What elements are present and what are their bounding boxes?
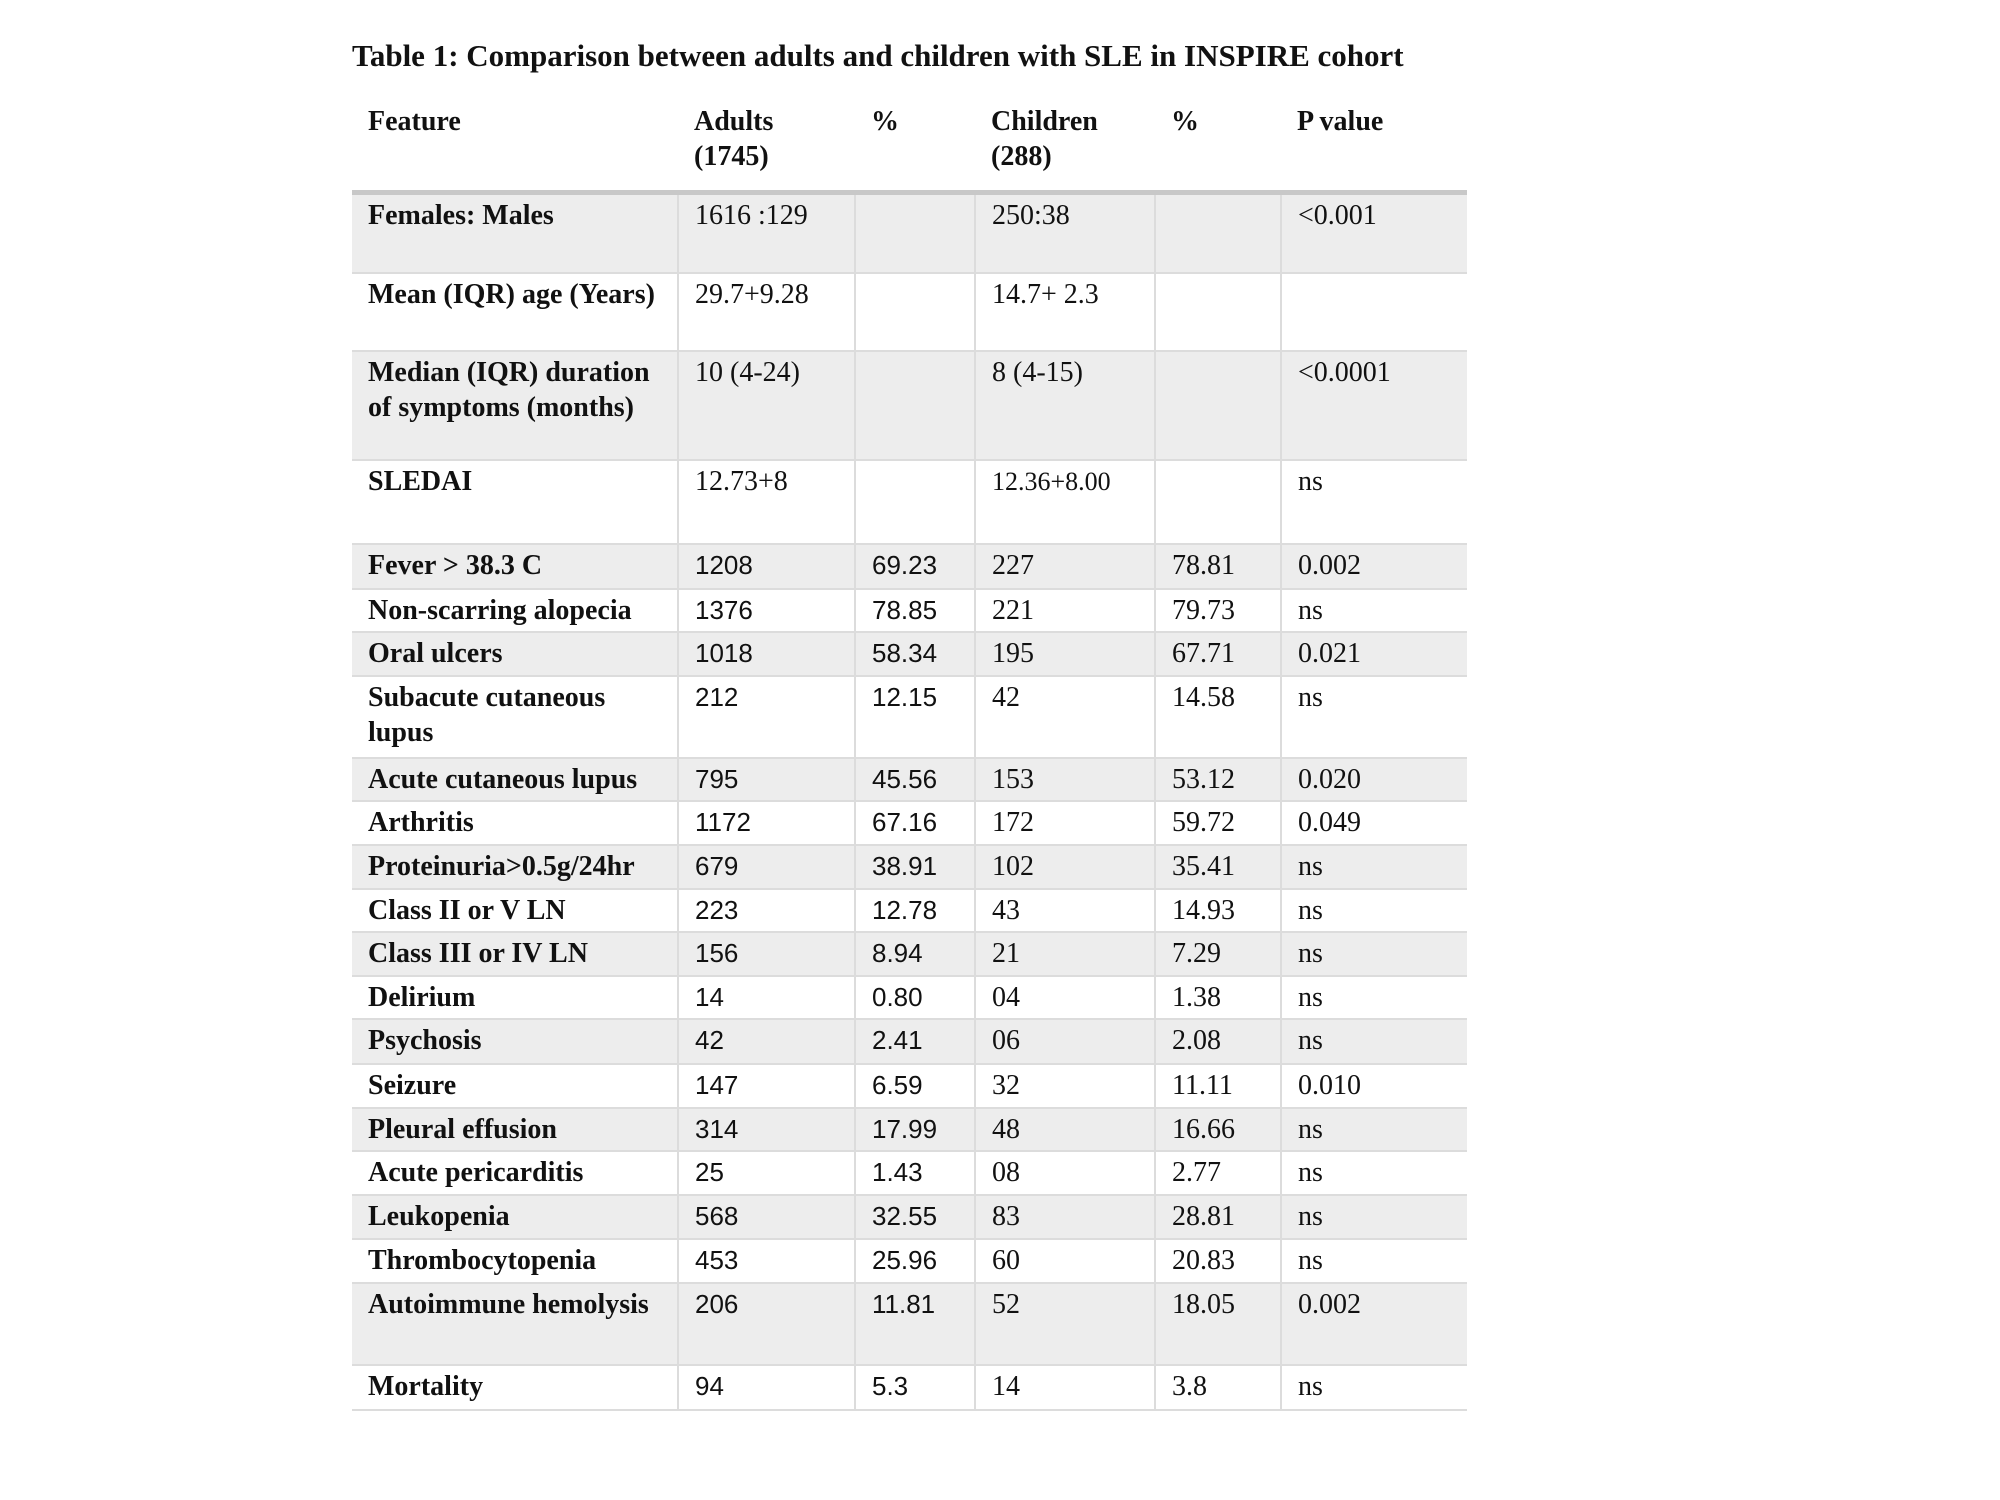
p-value-cell: ns — [1281, 889, 1467, 932]
table-row — [352, 758, 1467, 801]
adults-cell: 94 — [678, 1365, 855, 1410]
table-row — [352, 273, 1467, 351]
table-row — [352, 1019, 1467, 1064]
p-value-cell — [1281, 273, 1467, 351]
children-pct-cell — [1155, 351, 1281, 460]
children-pct-cell: 20.83 — [1155, 1239, 1281, 1283]
table-row — [352, 1151, 1467, 1195]
adults-pct-cell: 11.81 — [855, 1283, 975, 1365]
feature-cell: Autoimmune hemolysis — [352, 1283, 678, 1365]
children-cell: 8 (4-15) — [975, 351, 1155, 460]
table-row — [352, 889, 1467, 932]
children-pct-cell: 67.71 — [1155, 632, 1281, 676]
children-cell: 12.36+8.00 — [975, 460, 1155, 544]
children-cell: 32 — [975, 1064, 1155, 1108]
adults-pct-cell: 38.91 — [855, 845, 975, 889]
p-value-cell: 0.049 — [1281, 801, 1467, 845]
table-row — [352, 589, 1467, 632]
adults-cell: 14 — [678, 976, 855, 1019]
adults-pct-cell: 8.94 — [855, 932, 975, 976]
adults-cell: 679 — [678, 845, 855, 889]
adults-cell: 1616 :129 — [678, 193, 855, 274]
children-cell: 153 — [975, 758, 1155, 801]
p-value-cell: 0.010 — [1281, 1064, 1467, 1108]
table-title: Table 1: Comparison between adults and children with SLE in INSPIRE cohort — [352, 38, 1404, 73]
feature-cell: Subacute cutaneous lupus — [352, 676, 678, 758]
children-pct-cell: 2.08 — [1155, 1019, 1281, 1064]
feature-cell: Acute pericarditis — [352, 1151, 678, 1195]
feature-cell: Mortality — [352, 1365, 678, 1410]
header-text: Adults — [694, 106, 774, 137]
header-text: P value — [1297, 106, 1384, 137]
adults-cell: 453 — [678, 1239, 855, 1283]
adults-cell: 42 — [678, 1019, 855, 1064]
table-row — [352, 932, 1467, 976]
header-text: Children — [991, 106, 1098, 137]
adults-cell: 147 — [678, 1064, 855, 1108]
p-value-cell: ns — [1281, 976, 1467, 1019]
children-cell: 14 — [975, 1365, 1155, 1410]
feature-cell: Acute cutaneous lupus — [352, 758, 678, 801]
feature-cell: Seizure — [352, 1064, 678, 1108]
p-value-cell: <0.001 — [1281, 193, 1467, 274]
children-cell: 52 — [975, 1283, 1155, 1365]
children-pct-cell: 3.8 — [1155, 1365, 1281, 1410]
adults-pct-cell — [855, 193, 975, 274]
adults-cell: 568 — [678, 1195, 855, 1239]
children-pct-cell: 2.77 — [1155, 1151, 1281, 1195]
header-children-pct — [1155, 100, 1281, 193]
header-text: Feature — [368, 106, 461, 137]
table-row — [352, 351, 1467, 460]
header-children — [975, 100, 1155, 193]
adults-cell: 1018 — [678, 632, 855, 676]
children-pct-cell: 7.29 — [1155, 932, 1281, 976]
p-value-cell: <0.0001 — [1281, 351, 1467, 460]
adults-cell: 314 — [678, 1108, 855, 1151]
feature-cell: Mean (IQR) age (Years) — [352, 273, 678, 351]
children-pct-cell: 35.41 — [1155, 845, 1281, 889]
children-cell: 195 — [975, 632, 1155, 676]
feature-cell: Class III or IV LN — [352, 932, 678, 976]
header-text: (1745) — [694, 141, 769, 172]
adults-pct-cell: 5.3 — [855, 1365, 975, 1410]
table-row — [352, 676, 1467, 758]
children-cell: 172 — [975, 801, 1155, 845]
children-cell: 60 — [975, 1239, 1155, 1283]
table-row — [352, 976, 1467, 1019]
adults-pct-cell: 58.34 — [855, 632, 975, 676]
children-cell: 42 — [975, 676, 1155, 758]
children-pct-cell: 53.12 — [1155, 758, 1281, 801]
adults-pct-cell — [855, 460, 975, 544]
feature-cell: Fever > 38.3 C — [352, 544, 678, 589]
header-text: (288) — [991, 141, 1052, 172]
comparison-table — [352, 100, 1467, 1411]
adults-pct-cell: 0.80 — [855, 976, 975, 1019]
adults-pct-cell: 17.99 — [855, 1108, 975, 1151]
adults-pct-cell — [855, 273, 975, 351]
feature-cell: Proteinuria>0.5g/24hr — [352, 845, 678, 889]
adults-pct-cell: 12.78 — [855, 889, 975, 932]
p-value-cell: ns — [1281, 589, 1467, 632]
header-adults-pct — [855, 100, 975, 193]
adults-cell: 206 — [678, 1283, 855, 1365]
table-row — [352, 1283, 1467, 1365]
children-pct-cell: 1.38 — [1155, 976, 1281, 1019]
table-row — [352, 544, 1467, 589]
adults-cell: 212 — [678, 676, 855, 758]
feature-cell: Thrombocytopenia — [352, 1239, 678, 1283]
feature-cell: Oral ulcers — [352, 632, 678, 676]
children-pct-cell: 28.81 — [1155, 1195, 1281, 1239]
p-value-cell: ns — [1281, 845, 1467, 889]
adults-cell: 10 (4-24) — [678, 351, 855, 460]
feature-cell: Median (IQR) duration of symptoms (months) — [352, 351, 678, 460]
table-row — [352, 1108, 1467, 1151]
adults-pct-cell: 45.56 — [855, 758, 975, 801]
feature-cell: Non-scarring alopecia — [352, 589, 678, 632]
children-pct-cell — [1155, 273, 1281, 351]
feature-cell: Class II or V LN — [352, 889, 678, 932]
children-cell: 227 — [975, 544, 1155, 589]
p-value-cell: ns — [1281, 676, 1467, 758]
table-row — [352, 1365, 1467, 1410]
children-pct-cell: 16.66 — [1155, 1108, 1281, 1151]
adults-pct-cell: 12.15 — [855, 676, 975, 758]
feature-cell: Psychosis — [352, 1019, 678, 1064]
p-value-cell: 0.020 — [1281, 758, 1467, 801]
children-pct-cell: 18.05 — [1155, 1283, 1281, 1365]
children-cell: 43 — [975, 889, 1155, 932]
header-feature — [352, 100, 678, 193]
p-value-cell: ns — [1281, 1108, 1467, 1151]
children-cell: 08 — [975, 1151, 1155, 1195]
feature-cell: Leukopenia — [352, 1195, 678, 1239]
children-cell: 250:38 — [975, 193, 1155, 274]
table-row — [352, 460, 1467, 544]
children-cell: 83 — [975, 1195, 1155, 1239]
p-value-cell: ns — [1281, 1151, 1467, 1195]
feature-cell: Arthritis — [352, 801, 678, 845]
table-row — [352, 1064, 1467, 1108]
feature-cell: SLEDAI — [352, 460, 678, 544]
children-pct-cell: 14.58 — [1155, 676, 1281, 758]
adults-cell: 156 — [678, 932, 855, 976]
adults-pct-cell: 67.16 — [855, 801, 975, 845]
feature-cell: Females: Males — [352, 193, 678, 274]
children-cell: 221 — [975, 589, 1155, 632]
table-row — [352, 193, 1467, 274]
children-pct-cell: 11.11 — [1155, 1064, 1281, 1108]
table-row — [352, 632, 1467, 676]
header-text: % — [1171, 106, 1199, 137]
children-cell: 21 — [975, 932, 1155, 976]
adults-cell: 1208 — [678, 544, 855, 589]
adults-cell: 25 — [678, 1151, 855, 1195]
children-pct-cell — [1155, 460, 1281, 544]
p-value-cell: 0.002 — [1281, 1283, 1467, 1365]
p-value-cell: ns — [1281, 460, 1467, 544]
children-cell: 102 — [975, 845, 1155, 889]
adults-pct-cell: 69.23 — [855, 544, 975, 589]
header-adults — [678, 100, 855, 193]
children-pct-cell: 59.72 — [1155, 801, 1281, 845]
adults-pct-cell: 25.96 — [855, 1239, 975, 1283]
feature-cell: Pleural effusion — [352, 1108, 678, 1151]
header-p-value — [1281, 100, 1467, 193]
p-value-cell: ns — [1281, 1195, 1467, 1239]
adults-cell: 29.7+9.28 — [678, 273, 855, 351]
children-cell: 04 — [975, 976, 1155, 1019]
children-pct-cell: 79.73 — [1155, 589, 1281, 632]
adults-pct-cell: 32.55 — [855, 1195, 975, 1239]
table-row — [352, 801, 1467, 845]
p-value-cell: ns — [1281, 1365, 1467, 1410]
adults-pct-cell: 78.85 — [855, 589, 975, 632]
p-value-cell: 0.021 — [1281, 632, 1467, 676]
table-body — [352, 193, 1467, 1411]
children-cell: 14.7+ 2.3 — [975, 273, 1155, 351]
p-value-cell: ns — [1281, 1019, 1467, 1064]
adults-cell: 223 — [678, 889, 855, 932]
p-value-cell: 0.002 — [1281, 544, 1467, 589]
adults-pct-cell: 1.43 — [855, 1151, 975, 1195]
p-value-cell: ns — [1281, 932, 1467, 976]
adults-cell: 12.73+8 — [678, 460, 855, 544]
adults-cell: 795 — [678, 758, 855, 801]
p-value-cell: ns — [1281, 1239, 1467, 1283]
adults-pct-cell — [855, 351, 975, 460]
header-row — [352, 100, 1467, 193]
children-pct-cell: 14.93 — [1155, 889, 1281, 932]
children-cell: 48 — [975, 1108, 1155, 1151]
children-pct-cell — [1155, 193, 1281, 274]
children-pct-cell: 78.81 — [1155, 544, 1281, 589]
header-text: % — [871, 106, 899, 137]
children-cell: 06 — [975, 1019, 1155, 1064]
table-row — [352, 1195, 1467, 1239]
adults-cell: 1376 — [678, 589, 855, 632]
adults-pct-cell: 2.41 — [855, 1019, 975, 1064]
adults-pct-cell: 6.59 — [855, 1064, 975, 1108]
table-row — [352, 1239, 1467, 1283]
adults-cell: 1172 — [678, 801, 855, 845]
feature-cell: Delirium — [352, 976, 678, 1019]
table-row — [352, 845, 1467, 889]
